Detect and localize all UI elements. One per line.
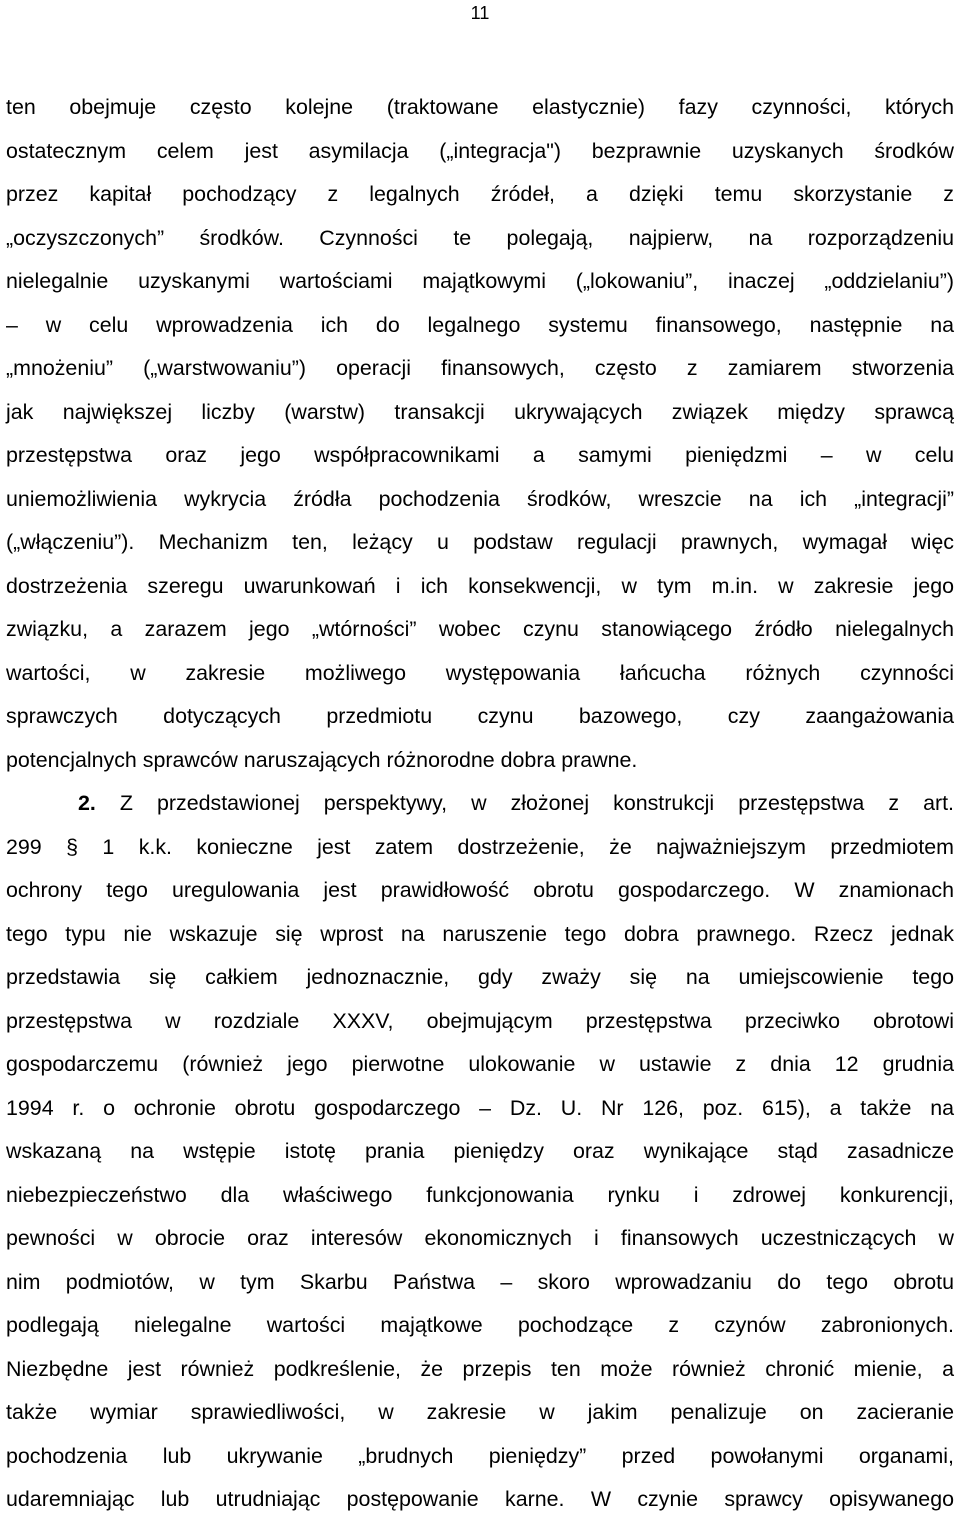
text-line: przestępstwa w rozdziale XXXV, obejmującym przestępstwa przeciwko obrotowi: [6, 1008, 954, 1033]
text-line: „mnożeniu” („warstwowaniu”) operacji finansowych, często z zamiarem stworzenia: [6, 356, 954, 380]
paragraph-first-line-text: Z przedstawionej perspektywy, w złożonej konstrukcji przestępstwa z art.: [119, 791, 954, 815]
text-line: „oczyszczonych” środków. Czynności te polegają, najpierw, na rozporządzeniu: [6, 225, 954, 250]
text-line: 1994 r. o ochronie obrotu gospodarczego – Dz. U. Nr 126, poz. 615), a także na: [6, 1095, 954, 1120]
text-line: pochodzenia lub ukrywanie „brudnych pieniędzy” przed powołanymi organami,: [6, 1443, 954, 1468]
text-line: ostatecznym celem jest asymilacja („integracja") bezprawnie uzyskanych środków: [6, 138, 954, 163]
text-line: ten obejmuje często kolejne (traktowane elastycznie) fazy czynności, których: [6, 95, 954, 119]
text-line: związku, a zarazem jego „wtórności” wobec czynu stanowiącego źródło nielegalnych: [6, 617, 954, 641]
paragraph-1: [6, 86, 954, 782]
text-line: pewności w obrocie oraz interesów ekonomicznych i finansowych uczestniczących w: [6, 1226, 954, 1250]
text-line: przedstawia się całkiem jednoznacznie, gdy zważy się na umiejscowienie tego: [6, 965, 954, 989]
text-line: nim podmiotów, w tym Skarbu Państwa – skoro wprowadzaniu do tego obrotu: [6, 1269, 954, 1294]
text-line: potencjalnych sprawców naruszających różnorodne dobra prawne.: [6, 747, 638, 772]
text-line: gospodarczemu (również jego pierwotne ulokowanie w ustawie z dnia 12 grudnia: [6, 1052, 954, 1076]
text-line: uniemożliwienia wykrycia źródła pochodzenia środków, wreszcie na ich „integracji”: [6, 486, 954, 511]
point-number: 2.: [78, 791, 96, 815]
text-line: wskazaną na wstępie istotę prania pieniędzy oraz wynikające stąd zasadnicze: [6, 1139, 954, 1163]
text-line: jak największej liczby (warstw) transakcji ukrywających związek między sprawcą: [6, 399, 954, 424]
text-line: – w celu wprowadzenia ich do legalnego systemu finansowego, następnie na: [6, 312, 954, 337]
text-line: 299 § 1 k.k. konieczne jest zatem dostrzeżenie, że najważniejszym przedmiotem: [6, 834, 954, 859]
page-number: 11: [470, 3, 490, 23]
paragraph-first-line: [6, 782, 954, 826]
text-line: tego typu nie wskazuje się wprost na naruszenie tego dobra prawnego. Rzecz jednak: [6, 921, 954, 946]
text-line: przez kapitał pochodzący z legalnych źródeł, a dzięki temu skorzystanie z: [6, 182, 954, 206]
text-line: wartości, w zakresie możliwego występowania łańcucha różnych czynności: [6, 660, 954, 685]
text-line: dostrzeżenia szeregu uwarunkowań i ich konsekwencji, w tym m.in. w zakresie jego: [6, 573, 954, 598]
text-line: także wymiar sprawiedliwości, w zakresie w jakim penalizuje on zacieranie: [6, 1400, 954, 1424]
text-line: udaremniając lub utrudniając postępowanie karne. W czynie sprawcy opisywanego: [6, 1487, 954, 1511]
text-line: podlegają nielegalne wartości majątkowe pochodzące z czynów zabronionych.: [6, 1313, 954, 1337]
text-line: przestępstwa oraz jego współpracownikami a samymi pieniędzmi – w celu: [6, 443, 954, 467]
text-line: sprawczych dotyczących przedmiotu czynu bazowego, czy zaangażowania: [6, 704, 954, 728]
text-line: niebezpieczeństwo dla właściwego funkcjonowania rynku i zdrowej konkurencji,: [6, 1182, 954, 1207]
paragraph-2: [6, 782, 954, 1522]
text-line: („włączeniu”). Mechanizm ten, leżący u podstaw regulacji prawnych, wymagał więc: [6, 530, 954, 554]
text-line: nielegalnie uzyskanymi wartościami majątkowymi („lokowaniu”, inaczej „oddzielaniu”): [6, 269, 954, 293]
document-body: [6, 86, 954, 1522]
text-line: Niezbędne jest również podkreślenie, że przepis ten może również chronić mienie, a: [6, 1356, 954, 1381]
text-line: ochrony tego uregulowania jest prawidłowość obrotu gospodarczego. W znamionach: [6, 878, 954, 902]
